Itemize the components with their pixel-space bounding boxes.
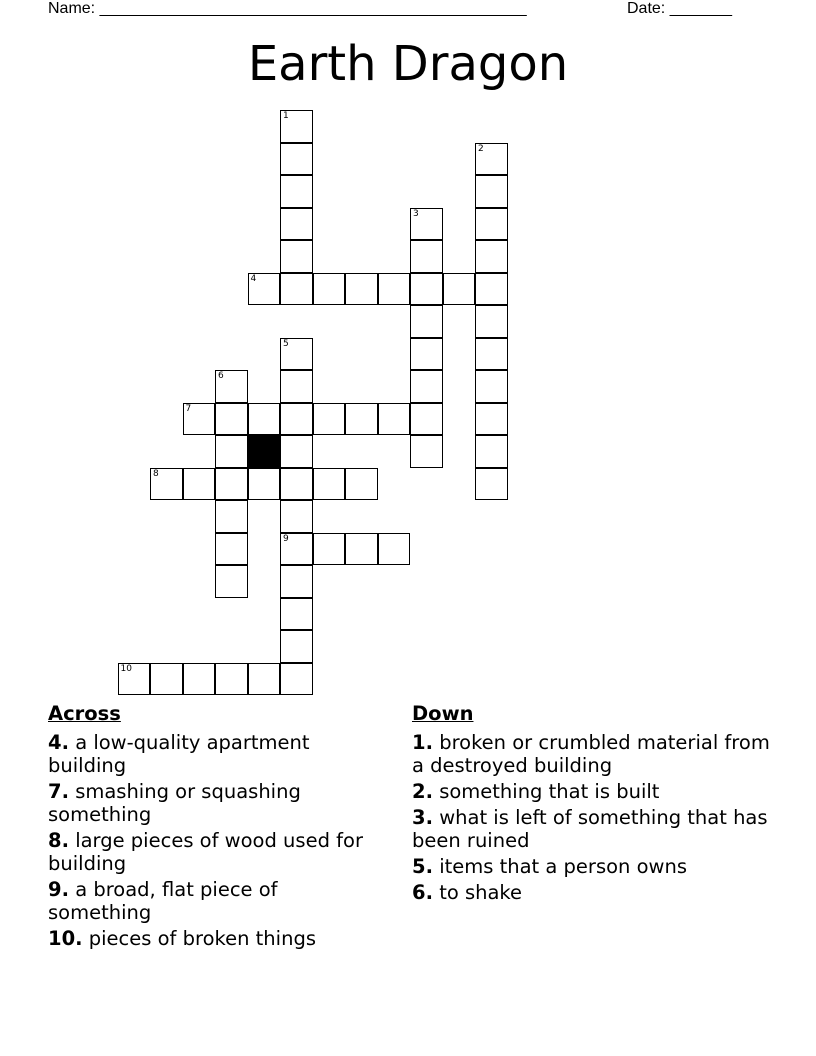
down-heading: Down bbox=[412, 702, 474, 725]
cell-number: 6 bbox=[218, 371, 224, 381]
grid-cell[interactable] bbox=[313, 533, 346, 566]
date-field-label: Date: _______ bbox=[627, 0, 732, 17]
clue-number: 6. bbox=[412, 881, 433, 904]
grid-cell[interactable] bbox=[248, 468, 281, 501]
grid-cell[interactable] bbox=[280, 598, 313, 631]
grid-cell[interactable] bbox=[475, 240, 508, 273]
clue-text: items that a person owns bbox=[439, 855, 687, 878]
clue-down-2 bbox=[412, 780, 772, 803]
clue-text: a low-quality apartment building bbox=[48, 731, 310, 777]
clue-across-10 bbox=[48, 927, 378, 950]
grid-cell[interactable] bbox=[280, 110, 313, 143]
grid-cell[interactable] bbox=[313, 403, 346, 436]
grid-cell[interactable] bbox=[215, 663, 248, 696]
grid-cell[interactable] bbox=[150, 663, 183, 696]
across-clues bbox=[48, 702, 378, 953]
grid-cell[interactable] bbox=[475, 175, 508, 208]
grid-cell[interactable] bbox=[410, 240, 443, 273]
grid-cell[interactable] bbox=[475, 208, 508, 241]
grid-cell[interactable] bbox=[410, 305, 443, 338]
grid-cell[interactable] bbox=[248, 273, 281, 306]
grid-cell[interactable] bbox=[475, 403, 508, 436]
grid-cell[interactable] bbox=[280, 500, 313, 533]
grid-cell[interactable] bbox=[280, 435, 313, 468]
clue-down-5 bbox=[412, 855, 772, 878]
grid-cell[interactable] bbox=[215, 468, 248, 501]
clue-number: 9. bbox=[48, 878, 69, 901]
grid-cell[interactable] bbox=[215, 435, 248, 468]
cell-number: 9 bbox=[283, 533, 289, 544]
grid-cell[interactable] bbox=[345, 273, 378, 306]
across-heading: Across bbox=[48, 702, 121, 725]
grid-cell[interactable] bbox=[280, 208, 313, 241]
grid-cell[interactable] bbox=[475, 143, 508, 176]
clue-text: smashing or squashing something bbox=[48, 780, 301, 826]
grid-cell[interactable] bbox=[280, 630, 313, 663]
clue-down-3 bbox=[412, 806, 772, 852]
name-field-label: Name: ________________________________________________ bbox=[48, 0, 527, 17]
grid-cell[interactable] bbox=[313, 468, 346, 501]
grid-cell[interactable] bbox=[378, 533, 411, 566]
clue-number: 5. bbox=[412, 855, 433, 878]
clue-text: pieces of broken things bbox=[88, 927, 316, 950]
clue-number: 4. bbox=[48, 731, 69, 754]
puzzle-title: Earth Dragon bbox=[247, 36, 569, 92]
grid-cell[interactable] bbox=[443, 273, 476, 306]
cell-number: 4 bbox=[250, 273, 257, 284]
grid-cell[interactable] bbox=[215, 370, 248, 403]
cell-number: 5 bbox=[283, 338, 289, 349]
grid-cell[interactable] bbox=[475, 435, 508, 468]
grid-cell[interactable] bbox=[475, 305, 508, 338]
clue-across-7 bbox=[48, 780, 378, 826]
grid-cell[interactable] bbox=[345, 468, 378, 501]
clue-text: a broad, flat piece of something bbox=[48, 878, 278, 924]
cell-number: 10 bbox=[120, 663, 132, 674]
grid-cell[interactable] bbox=[280, 338, 313, 371]
grid-cell[interactable] bbox=[280, 468, 313, 501]
clue-text: broken or crumbled material from a destroyed building bbox=[412, 731, 770, 777]
grid-cell[interactable] bbox=[345, 403, 378, 436]
down-clues bbox=[412, 702, 772, 907]
cell-number: 2 bbox=[478, 143, 484, 154]
clue-number: 1. bbox=[412, 731, 433, 754]
grid-cell[interactable] bbox=[475, 338, 508, 371]
clue-across-8 bbox=[48, 829, 378, 875]
grid-cell[interactable] bbox=[410, 435, 443, 468]
clue-down-6 bbox=[412, 881, 772, 904]
clue-down-1 bbox=[412, 731, 772, 777]
grid-cell[interactable] bbox=[215, 533, 248, 566]
grid-cell[interactable] bbox=[248, 663, 281, 696]
grid-cell[interactable] bbox=[150, 468, 183, 501]
grid-cell[interactable] bbox=[280, 240, 313, 273]
grid-cell[interactable] bbox=[475, 468, 508, 501]
cell-number: 3 bbox=[413, 208, 419, 219]
clue-text: large pieces of wood used for building bbox=[48, 829, 363, 875]
grid-cell[interactable] bbox=[183, 468, 216, 501]
grid-cell[interactable] bbox=[215, 403, 248, 436]
clue-across-4 bbox=[48, 731, 378, 777]
grid-cell[interactable] bbox=[280, 565, 313, 598]
grid-cell[interactable] bbox=[313, 273, 346, 306]
grid-cell[interactable] bbox=[215, 500, 248, 533]
cell-number: 7 bbox=[185, 403, 192, 414]
cell-number: 1 bbox=[283, 111, 289, 121]
grid-cell[interactable] bbox=[280, 143, 313, 176]
grid-cell[interactable] bbox=[215, 565, 248, 598]
grid-cell[interactable] bbox=[475, 370, 508, 403]
grid-cell[interactable] bbox=[280, 175, 313, 208]
cell-number: 8 bbox=[153, 468, 159, 479]
clue-number: 8. bbox=[48, 829, 69, 852]
grid-cell[interactable] bbox=[280, 533, 313, 566]
grid-cell[interactable] bbox=[475, 273, 508, 306]
grid-cell[interactable] bbox=[280, 273, 313, 306]
grid-cell[interactable] bbox=[183, 403, 216, 436]
clue-number: 3. bbox=[412, 806, 433, 829]
clue-text: to shake bbox=[439, 881, 523, 904]
grid-cell[interactable] bbox=[248, 403, 281, 436]
grid-cell[interactable] bbox=[280, 663, 313, 696]
grid-cell[interactable] bbox=[378, 273, 411, 306]
grid-cell[interactable] bbox=[410, 273, 443, 306]
grid-cell[interactable] bbox=[410, 338, 443, 371]
clue-text: what is left of something that has been ruined bbox=[412, 806, 768, 852]
grid-cell[interactable] bbox=[410, 403, 443, 436]
grid-cell[interactable] bbox=[280, 403, 313, 436]
grid-block-cell bbox=[248, 435, 281, 468]
grid-cell[interactable] bbox=[378, 403, 411, 436]
clue-text: something that is built bbox=[439, 780, 660, 803]
grid-cell[interactable] bbox=[410, 208, 443, 241]
clue-number: 10. bbox=[48, 927, 83, 950]
clue-number: 2. bbox=[412, 780, 433, 803]
clue-across-9 bbox=[48, 878, 378, 924]
clue-number: 7. bbox=[48, 780, 69, 803]
grid-cell[interactable] bbox=[345, 533, 378, 566]
grid-cell[interactable] bbox=[183, 663, 216, 696]
grid-cell[interactable] bbox=[118, 663, 151, 696]
grid-cell[interactable] bbox=[410, 370, 443, 403]
grid-cell[interactable] bbox=[280, 370, 313, 403]
